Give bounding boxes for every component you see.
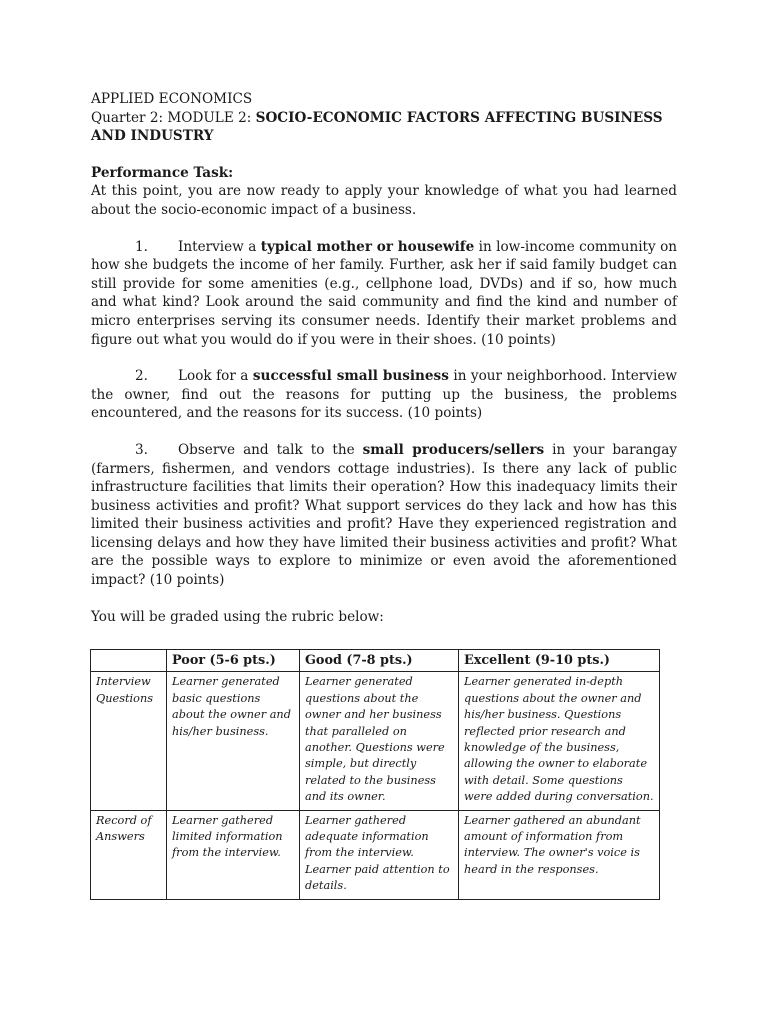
task-item-3: 3. Observe and talk to the small producers/sellers in your barangay (farmers, fishermen, and vendors cottage industries). Is there any lack of public infrastructure facilities that limits their operation? How this inadequacy limits their business activities and profit? What support services do they lack and how has this limited their business activities and profit? Have they experienced registration and licensing delays and how they have limited their business activities and profit? What are the possible ways to explore to minimize or even avoid the aforementioned impact? (10 points) — [91, 441, 677, 589]
rubric-criterion: Record of Answers — [91, 810, 167, 899]
item-emphasis: successful small business — [252, 368, 449, 385]
rubric-header-criterion — [91, 650, 167, 672]
document-body — [91, 90, 677, 626]
rubric-cell-poor: Learner gathered limited information from the interview. — [167, 810, 300, 899]
item-number: 2. — [135, 368, 148, 385]
item-number: 3. — [135, 441, 148, 458]
module-line — [91, 109, 677, 146]
module-prefix: Quarter 2: MODULE 2: — [91, 109, 256, 126]
rubric-cell-good: Learner gathered adequate information from the interview. Learner paid attention to details. — [300, 810, 459, 899]
subject-line: APPLIED ECONOMICS — [91, 91, 253, 107]
rubric-cell-poor: Learner generated basic questions about the owner and his/her business. — [167, 672, 300, 810]
rubric-header-poor: Poor (5-6 pts.) — [167, 650, 300, 672]
table-row — [91, 672, 660, 810]
rubric-header-row — [91, 650, 660, 672]
rubric-header-excellent: Excellent (9-10 pts.) — [459, 650, 660, 672]
rubric-cell-good: Learner generated questions about the owner and her business that paralleled on another. Questions were simple, but directly related to the business and its owner. — [300, 672, 459, 810]
task-heading: Performance Task: — [91, 164, 234, 181]
table-row — [91, 810, 660, 899]
item-emphasis: typical mother or housewife — [260, 238, 475, 255]
rubric-table — [90, 649, 660, 900]
task-intro: At this point, you are now ready to apply your knowledge of what you had learned about the socio-economic impact of a business. — [91, 183, 677, 218]
rubric-intro: You will be graded using the rubric below: — [91, 608, 384, 625]
item-emphasis: small producers/sellers — [362, 441, 545, 458]
rubric-header-good: Good (7-8 pts.) — [300, 650, 459, 672]
item-number: 1. — [135, 238, 148, 255]
rubric-criterion: Interview Questions — [91, 672, 167, 810]
task-item-1: 1. Interview a typical mother or housewife in low-income community on how she budgets the income of her family. Further, ask her if said family budget can still provide for some amenities (e.g., cellphone load, DVDs) and if so, how much and what kind? Look around the said community and find the kind and number of micro enterprises serving its consumer needs. Identify their market problems and figure out what you would do if you were in their shoes. (10 points) — [91, 238, 678, 348]
rubric-cell-excellent: Learner gathered an abundant amount of information from interview. The owner's voice is heard in the responses. — [459, 810, 660, 899]
module-title: SOCIO-ECONOMIC FACTORS AFFECTING BUSINESS AND INDUSTRY — [91, 109, 663, 145]
task-item-2: 2. Look for a successful small business in your neighborhood. Interview the owner, find out the reasons for putting up the business, the problems encountered, and the reasons for its success. (10 points) — [91, 368, 677, 422]
rubric-cell-excellent: Learner generated in-depth questions about the owner and his/her business. Questions reflected prior research and knowledge of the business, allowing the owner to elaborate with detail. Some questions were added during conversation. — [459, 672, 660, 810]
